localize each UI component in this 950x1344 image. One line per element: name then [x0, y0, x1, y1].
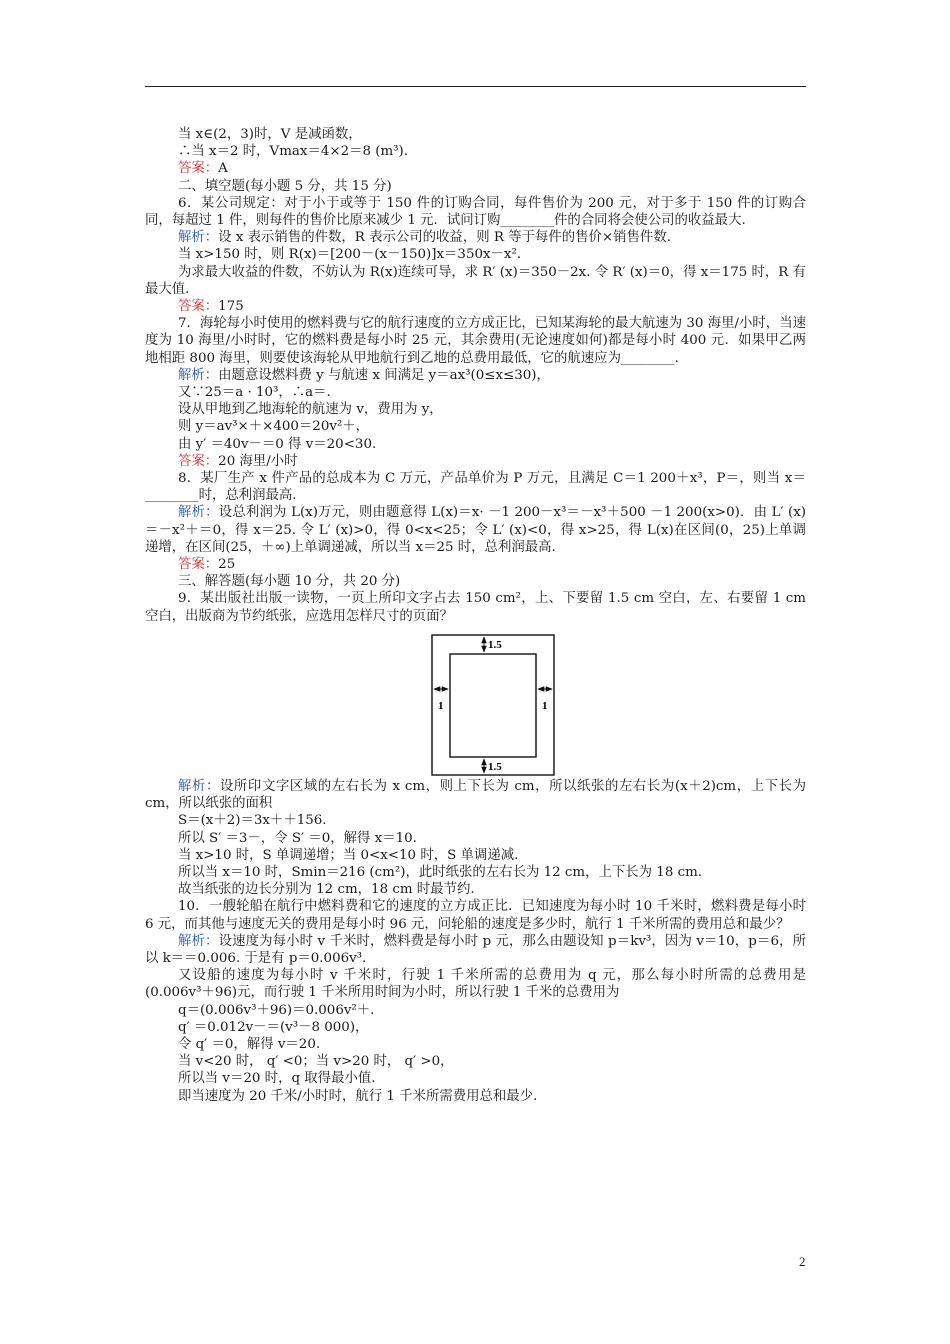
text-line: [145, 418, 806, 435]
text-line: [145, 1088, 806, 1105]
analysis-label: 解析：: [178, 933, 219, 949]
bottom-margin-label: 1.5: [488, 760, 502, 773]
line-text: 10．一艘轮船在航行中燃料费和它的速度的立方成正比．已知速度为每小时 10 千米时，燃料费是每小时 6 元，而其他与速度无关的费用是每小时 96 元，问轮船的速度是多少时，航行 1 千米所需的费用总和最少？: [145, 899, 806, 932]
text-line: [145, 573, 806, 590]
paragraph: [145, 315, 806, 367]
text-block-upper: [145, 126, 806, 625]
line-text: 为求最大收益的件数，不妨认为 R(x)连续可导，求 R′ (x)＝350－2x. 令 R′ (x)＝0，得 x＝175 时，R 有最大值.: [145, 264, 806, 297]
line-text: 所以当 v＝20 时，q 取得最小值.: [178, 1071, 376, 1087]
line-text: 令 q′ ＝0，解得 v＝20.: [178, 1036, 321, 1052]
header-rule: [145, 86, 806, 87]
line-text: 二、填空题(每小题 5 分，共 15 分): [178, 178, 392, 194]
analysis-line: [145, 504, 806, 556]
line-text: A: [218, 161, 228, 177]
line-text: 9．某出版社出版一读物，一页上所印文字占去 150 cm²，上、下要留 1.5 cm 空白，左、右要留 1 cm 空白，出版商为节约纸张，应选用怎样尺寸的页面？: [145, 591, 806, 624]
text-line: [145, 864, 806, 881]
line-text: 设从甲地到乙地海轮的航速为 v，费用为 y，: [178, 402, 443, 418]
line-text: 由题意设燃料费 y 与航速 x 间满足 y＝ax³(0≤x≤30)，: [218, 367, 550, 383]
line-text: 则 y＝av³×＋×400＝20v²＋，: [178, 419, 370, 435]
margin-diagram: [145, 628, 806, 776]
line-text: 175: [218, 299, 244, 315]
line-text: 当 v<20 时， q′ <0；当 v>20 时， q′ >0，: [178, 1054, 454, 1070]
paragraph: [145, 470, 806, 504]
analysis-line: [145, 778, 806, 812]
answer-line: [145, 453, 806, 470]
text-line: [145, 384, 806, 401]
page-number: 2: [799, 1254, 806, 1269]
line-text: 三、解答题(每小题 10 分，共 20 分): [178, 574, 401, 590]
text-line: [145, 143, 806, 160]
line-text: ∴当 x＝2 时，Vmax＝4×2＝8 (m³).: [178, 144, 409, 160]
line-text: 7．海轮每小时使用的燃料费与它的航行速度的立方成正比，已知某海轮的最大航速为 30 海里/小时，当速度为 10 海里/小时时，它的燃料费是每小时 25 元，其余费用(无论速度如何)都是每小时 400 元．如果甲乙两地相距 800 海里，则要使该海轮从甲地航行到乙地的总费用最低，它的航速应为________.: [145, 316, 806, 366]
text-line: [145, 178, 806, 195]
line-text: 又设船的速度为每小时 v 千米时，行驶 1 千米所需的总费用为 q 元，那么每小时所需的总费用是(0.006v³＋96)元，而行驶 1 千米所用时间为小时，所以行驶 1 千米的总费用为: [145, 968, 806, 1001]
analysis-label: 解析：: [178, 367, 219, 383]
text-line: [145, 246, 806, 263]
text-line: [145, 126, 806, 143]
line-text: 故当纸张的边长分别为 12 cm，18 cm 时最节约.: [178, 882, 475, 898]
text-line: [145, 1002, 806, 1019]
text-line: [145, 812, 806, 829]
analysis-line: [145, 933, 806, 967]
line-text: S＝(x＋2)＝3x＋＋156.: [178, 813, 327, 829]
text-line: [145, 1019, 806, 1036]
line-text: q′ ＝0.012v－＝(v³－8 000)，: [178, 1019, 369, 1035]
text-line: [145, 847, 806, 864]
text-line: [145, 436, 806, 453]
analysis-label: 解析：: [178, 230, 219, 246]
line-text: 即当速度为 20 千米/小时时，航行 1 千米所需费用总和最少.: [178, 1088, 538, 1104]
text-area-outline: [450, 654, 536, 757]
answer-label: 答案：: [178, 557, 219, 573]
line-text: 设所印文字区域的左右长为 x cm，则上下长为 cm，所以纸张的左右长为(x＋2)cm，上下长为cm，所以纸张的面积: [145, 778, 807, 812]
answer-line: [145, 556, 806, 573]
analysis-label: 解析：: [178, 505, 219, 521]
document-body: [145, 126, 806, 1105]
answer-line: [145, 298, 806, 315]
line-text: 20 海里/小时: [218, 453, 298, 469]
line-text: 当 x∈(2，3)时，V 是减函数，: [178, 127, 362, 142]
analysis-label: 解析：: [178, 778, 220, 794]
text-line: [145, 1053, 806, 1070]
left-margin-label: 1: [438, 699, 444, 712]
paragraph: [145, 264, 806, 298]
line-text: 8．某厂生产 x 件产品的总成本为 C 万元，产品单价为 P 万元，且满足 C＝1 200＋x³，P＝，则当 x＝________时，总利润最高.: [145, 471, 806, 504]
text-line: [145, 881, 806, 898]
paragraph: [145, 195, 806, 229]
right-margin-label: 1: [542, 699, 548, 712]
line-text: 设 x 表示销售的件数，R 表示公司的收益，则 R 等于每件的售价×销售件数.: [218, 230, 671, 246]
line-text: 当 x>150 时，则 R(x)＝[200－(x－150)]x＝350x－x².: [178, 247, 522, 263]
page-layout-figure: [145, 628, 806, 776]
text-block-lower: [145, 778, 806, 1105]
top-margin-label: 1.5: [488, 638, 502, 651]
text-line: [145, 830, 806, 847]
line-text: 设总利润为 L(x)万元，则由题意得 L(x)＝x· －1 200－x³＝－x³＋500 －1 200(x>0)．由 L′ (x)＝－x²＋＝0，得 x＝25. 令 L′ (x)>0，得 0<x<25；令 L′ (x)<0，得 x>25，得 L(x)在区间(0，25)上单调递增，在区间(25，＋∞)上单调递减，所以当 x＝25 时，总利润最高.: [145, 505, 806, 555]
line-text: 设速度为每小时 v 千米时，燃料费是每小时 p 元，那么由题设知 p＝kv³，因为 v＝10，p＝6，所以 k＝＝0.006. 于是有 p＝0.006v³.: [145, 933, 807, 966]
text-line: [145, 401, 806, 418]
line-text: 所以当 x＝10 时，Smin＝216 (cm²)，此时纸张的左右长为 12 cm，上下长为 18 cm.: [178, 864, 703, 880]
paragraph: [145, 898, 806, 932]
line-text: 又∵25＝a · 10³，∴a＝.: [178, 385, 331, 401]
answer-label: 答案：: [178, 299, 219, 315]
line-text: 由 y′ ＝40v－＝0 得 v＝20<30.: [178, 436, 377, 452]
paragraph: [145, 967, 806, 1001]
paragraph: [145, 590, 806, 624]
analysis-line: [145, 229, 806, 246]
line-text: 所以 S′ ＝3－，令 S′ ＝0，解得 x＝10.: [178, 830, 417, 846]
text-line: [145, 1036, 806, 1053]
answer-label: 答案：: [178, 161, 219, 177]
line-text: 6．某公司规定：对于小于或等于 150 件的订购合同，每件售价为 200 元，对于多于 150 件的订购合同，每超过 1 件，则每件的售价比原来减少 1 元．试问订购________件的合同将会使公司的收益最大.: [145, 195, 806, 229]
answer-line: [145, 160, 806, 177]
text-line: [145, 1070, 806, 1087]
analysis-line: [145, 367, 806, 384]
line-text: 当 x>10 时，S 单调递增；当 0<x<10 时，S 单调递减.: [178, 847, 519, 863]
line-text: q＝(0.006v³＋96)＝0.006v²＋.: [178, 1002, 375, 1018]
answer-label: 答案：: [178, 453, 219, 469]
line-text: 25: [218, 557, 236, 573]
